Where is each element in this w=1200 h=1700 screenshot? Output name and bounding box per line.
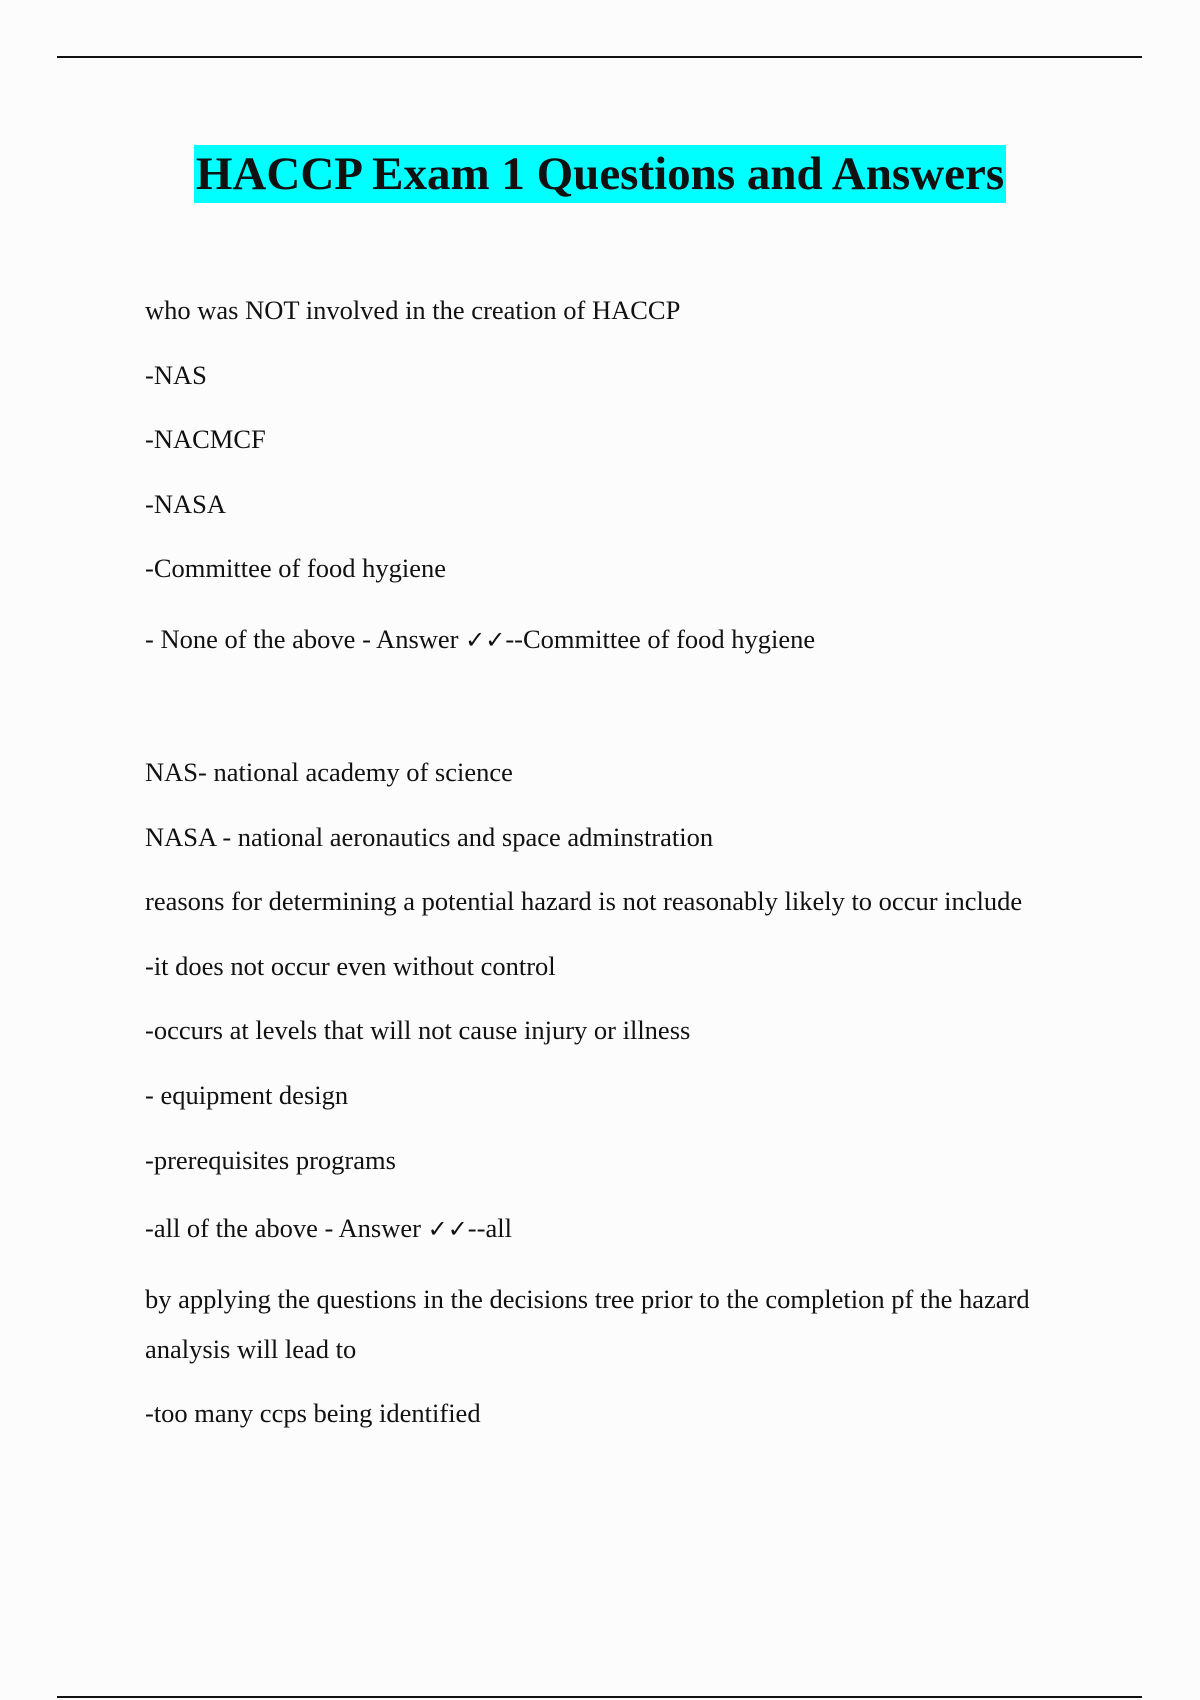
double-check-icon: ✓✓: [427, 1215, 468, 1243]
question-2-option-2: -occurs at levels that will not cause injury or illness: [145, 1015, 691, 1045]
question-1-answer: [145, 614, 1095, 665]
question-1-option-3: -NASA: [145, 489, 226, 519]
question-2-option-3: - equipment design: [145, 1080, 349, 1110]
question-1-option-1: -NAS: [145, 360, 207, 390]
title-container: [0, 145, 1200, 203]
question-2-answer: [145, 1203, 1095, 1254]
double-check-icon: ✓✓: [465, 626, 506, 654]
question-2-option-4: -prerequisites programs: [145, 1145, 396, 1175]
question-2-option-1: -it does not occur even without control: [145, 951, 556, 981]
note-nas: NAS- national academy of science: [145, 757, 513, 787]
question-1-option-4: -Committee of food hygiene: [145, 553, 446, 583]
question-3: by applying the questions in the decisions tree prior to the completion pf the hazard analysis will lead to: [145, 1284, 1030, 1364]
question-1-option-2: -NACMCF: [145, 424, 266, 454]
top-rule: [57, 56, 1142, 58]
document-title: HACCP Exam 1 Questions and Answers: [194, 145, 1006, 203]
answer-prefix: - None of the above - Answer: [145, 624, 466, 654]
question-3-option-1: -too many ccps being identified: [145, 1398, 481, 1428]
question-1: who was NOT involved in the creation of HACCP: [145, 295, 681, 325]
answer-prefix: -all of the above - Answer: [145, 1213, 428, 1243]
answer-text: --Committee of food hygiene: [505, 624, 816, 654]
question-2: reasons for determining a potential hazard is not reasonably likely to occur include: [145, 886, 1023, 916]
note-nasa: NASA - national aeronautics and space adminstration: [145, 822, 714, 852]
bottom-rule: [57, 1696, 1142, 1698]
answer-text: --all: [467, 1213, 512, 1243]
